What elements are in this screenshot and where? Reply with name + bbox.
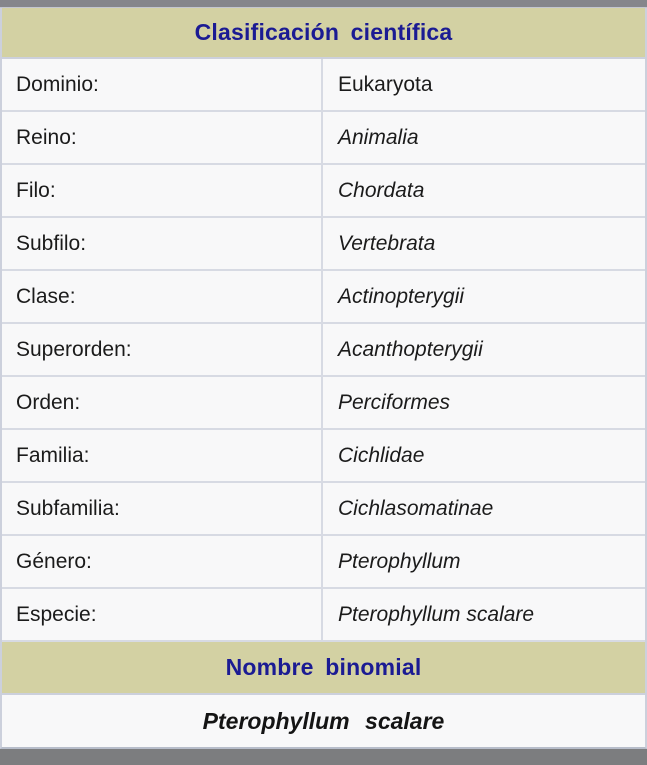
row-orden [2,377,645,430]
rank-label: Orden: [2,377,323,428]
binomial-header: Nombre binomial [2,642,645,695]
row-subfamilia [2,483,645,536]
window-top-bar [0,0,647,8]
binomial-name: Pterophyllum scalare [2,695,645,747]
rank-value: Chordata [338,178,425,202]
row-genero [2,536,645,589]
rank-label: Familia: [2,430,323,481]
rank-value: Vertebrata [338,231,436,255]
rank-value: Eukaryota [338,72,433,96]
taxobox-table [0,8,647,749]
row-dominio [2,59,645,112]
row-especie [2,589,645,642]
rank-label: Dominio: [2,59,323,110]
row-superorden [2,324,645,377]
rank-value: Perciformes [338,390,451,414]
rank-value: Cichlasomatinae [338,496,494,520]
rank-label: Clase: [2,271,323,322]
rank-value: Animalia [338,125,419,149]
row-subfilo [2,218,645,271]
rank-value: Acanthopterygii [338,337,483,361]
taxonomy-rows [2,59,645,642]
rank-label: Superorden: [2,324,323,375]
rank-value: Actinopterygii [338,284,465,308]
rank-label: Subfilo: [2,218,323,269]
rank-value: Pterophyllum scalare [338,602,535,626]
rank-label: Especie: [2,589,323,640]
row-clase [2,271,645,324]
row-familia [2,430,645,483]
rank-value: Pterophyllum [338,549,461,573]
rank-label: Género: [2,536,323,587]
row-filo [2,165,645,218]
rank-value: Cichlidae [338,443,425,467]
row-reino [2,112,645,165]
rank-label: Subfamilia: [2,483,323,534]
rank-label: Filo: [2,165,323,216]
rank-label: Reino: [2,112,323,163]
classification-header: Clasificación científica [2,8,645,59]
